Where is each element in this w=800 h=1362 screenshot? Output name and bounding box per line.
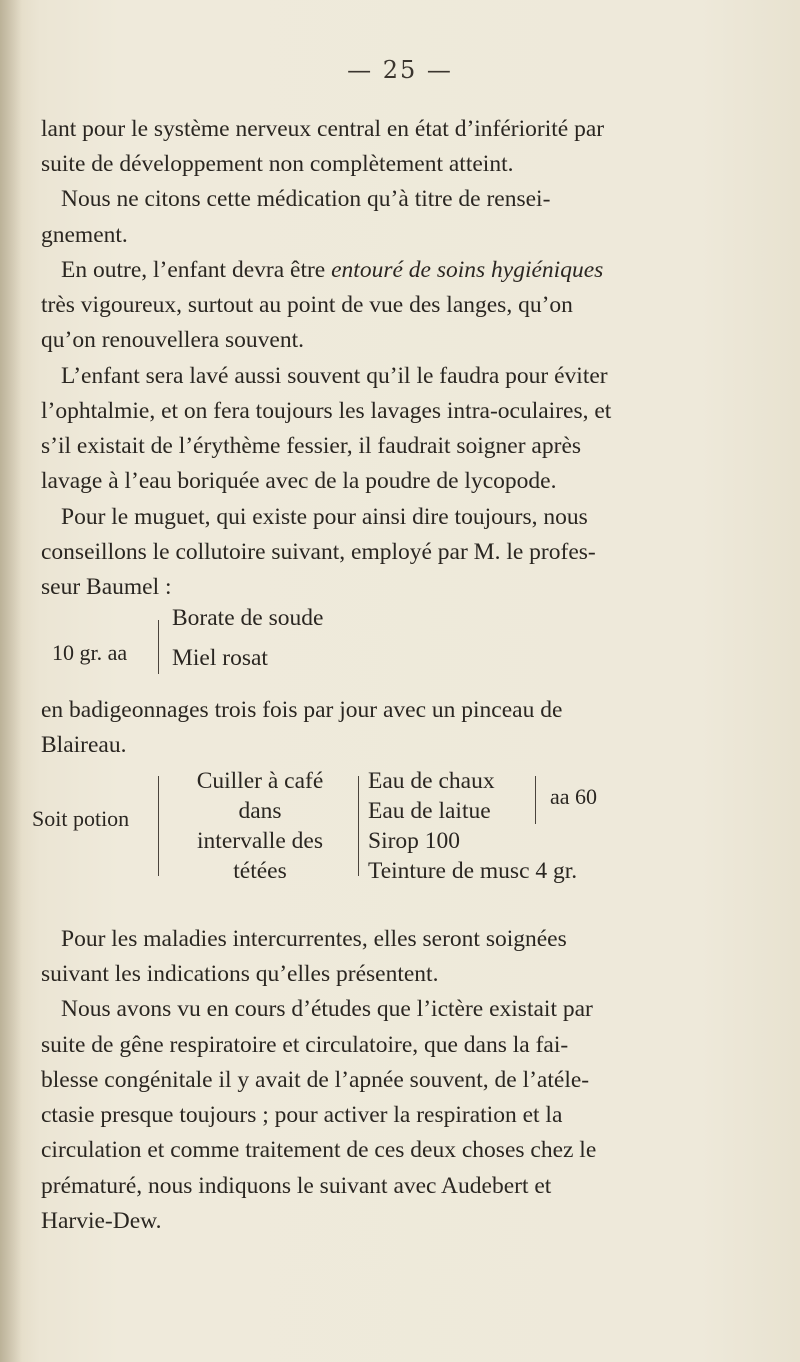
formula-item: Borate de soude [172,605,324,631]
curly-brace [158,776,159,876]
formula-quantity: aa 60 [550,784,598,809]
text-line: gnement. [41,222,128,248]
dose-line: Cuiller à café [196,768,324,794]
formula-item: Eau de laitue [368,798,491,824]
text-line: prématuré, nous indiquons le suivant avec Audebert et [41,1173,552,1199]
text-line: lavage à l’eau boriquée avec de la poudre de lycopode. [41,468,557,494]
text-line: seur Baumel : [41,574,172,600]
text-line: très vigoureux, surtout au point de vue des langes, qu’on [41,292,573,318]
formula-label: Soit potion [32,806,130,831]
page-number: — 25 — [347,56,453,84]
formula-quantity: 10 gr. aa [52,640,128,665]
text-line: circulation et comme traitement de ces deux choses chez le [41,1137,597,1163]
dose-line: intervalle des [197,828,323,854]
text-line: suite de développement non complètement atteint. [41,151,514,177]
text-line: l’ophtalmie, et on fera toujours les lavages intra-oculaires, et [41,398,612,424]
text-line: lant pour le système nerveux central en état d’infériorité par [41,116,605,142]
text-line: ctasie presque toujours ; pour activer la respiration et la [41,1102,563,1128]
curly-brace [535,776,536,824]
curly-brace [358,776,359,876]
text-span: En outre, l’enfant devra être [61,257,332,283]
curly-brace [158,620,159,674]
text-line: en badigeonnages trois fois par jour avec un pinceau de [41,697,563,723]
text-line: suivant les indications qu’elles présentent. [41,961,439,987]
text-line: Pour les maladies intercurrentes, elles seront soignées [61,926,567,952]
text-line: L’enfant sera lavé aussi souvent qu’il le faudra pour éviter [61,363,608,389]
text-line [61,253,603,288]
italic-emphasis: entouré de soins hygiéniques [331,257,604,283]
formula-item: Teinture de musc 4 gr. [368,858,578,884]
dose-line: tétées [233,858,287,884]
text-line: Nous avons vu en cours d’études que l’ictère existait par [61,996,593,1022]
formula-item: Sirop 100 [368,828,461,854]
text-line: Harvie-Dew. [41,1208,162,1234]
text-line: s’il existait de l’érythème fessier, il faudrait soigner après [41,433,582,459]
text-line: qu’on renouvellera souvent. [41,327,304,353]
formula-item: Eau de chaux [368,768,495,794]
formula-item: Miel rosat [172,645,268,671]
dose-line: dans [238,798,282,824]
text-line: conseillons le collutoire suivant, employé par M. le profes- [41,539,596,565]
binding-shadow [0,0,22,1362]
text-line: blesse congénitale il y avait de l’apnée souvent, de l’atéle- [41,1067,590,1093]
text-line: suite de gêne respiratoire et circulatoire, que dans la fai- [41,1032,569,1058]
text-line: Pour le muguet, qui existe pour ainsi dire toujours, nous [61,504,588,530]
text-line: Nous ne citons cette médication qu’à titre de rensei- [61,186,551,212]
text-line: Blaireau. [41,732,127,758]
